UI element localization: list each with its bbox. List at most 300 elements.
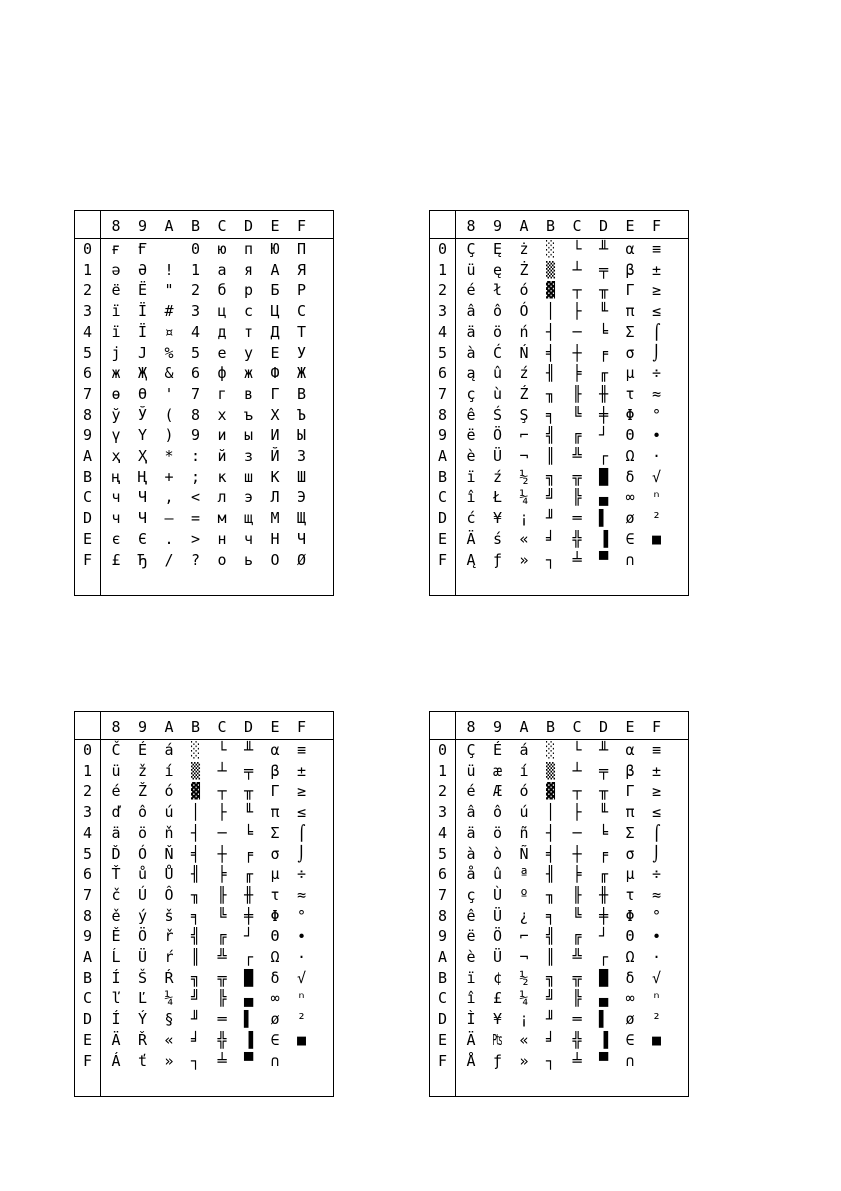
char-cell: ╣ [190, 927, 201, 946]
char-cell: Н [270, 529, 280, 548]
char-cell: ╚ [572, 405, 582, 424]
char-cell: ╔ [572, 426, 582, 445]
char-cell: ç [466, 384, 476, 403]
char-cell: 0 [190, 240, 201, 258]
char-cell: ü [111, 761, 121, 780]
char-cell: Ў [137, 405, 148, 424]
char-cell: ╠ [572, 488, 582, 507]
row-header: A [437, 948, 448, 966]
char-cell: * [164, 447, 174, 465]
char-cell: ľ [111, 989, 121, 1008]
char-cell: ï [466, 968, 476, 987]
char-cell: ц [217, 302, 227, 321]
char-cell: » [519, 550, 529, 569]
char-cell: 6 [190, 364, 201, 383]
char-cell: ⌠ [651, 823, 662, 842]
char-cell: Ü [492, 948, 503, 966]
char-cell: ∩ [625, 1051, 635, 1070]
row-header: 7 [437, 885, 448, 904]
char-cell: ▄ [598, 488, 609, 507]
char-cell: ╟ [572, 384, 582, 403]
char-cell: ó [519, 782, 529, 801]
char-cell: Й [270, 447, 280, 465]
char-cell: ) [164, 426, 174, 445]
char-cell: , [164, 488, 174, 507]
char-cell: ⁿ [651, 488, 662, 507]
char-cell: ą [466, 364, 476, 383]
char-cell: я [243, 260, 254, 279]
char-cell: ь [243, 550, 254, 569]
char-cell: с [243, 302, 254, 321]
char-cell: ° [296, 906, 307, 925]
char-cell: ї [111, 302, 121, 321]
char-cell: ź [492, 467, 503, 486]
char-cell: « [519, 529, 529, 548]
char-cell: А [270, 260, 280, 279]
char-cell: β [625, 761, 635, 780]
char-cell: О [270, 550, 280, 569]
char-cell: ŕ [164, 948, 174, 966]
char-cell: Ω [625, 447, 635, 465]
char-cell: α [625, 741, 635, 759]
char-cell: ё [111, 281, 121, 300]
char-cell: é [466, 281, 476, 300]
char-cell: Ä [466, 529, 476, 548]
column-header: E [625, 718, 635, 736]
table-divider [100, 211, 101, 595]
char-cell: ┤ [545, 823, 556, 842]
char-cell: ▐ [598, 529, 609, 548]
char-cell: ж [243, 364, 254, 383]
row-header: E [437, 529, 448, 548]
char-cell: ≥ [651, 281, 662, 300]
char-cell: ╧ [217, 1051, 227, 1070]
char-cell: 5 [190, 343, 201, 362]
char-cell: ▀ [598, 1051, 609, 1070]
char-cell: ∞ [625, 488, 635, 507]
char-cell: É [492, 741, 503, 759]
char-cell: ø [625, 509, 635, 528]
char-cell: Ň [164, 844, 174, 863]
table-divider [455, 211, 456, 595]
char-cell: ▐ [598, 1030, 609, 1049]
char-cell: á [164, 741, 174, 759]
char-cell: Ů [164, 865, 174, 884]
char-cell: » [519, 1051, 529, 1070]
char-cell: Г [270, 384, 280, 403]
character-table [74, 711, 334, 1097]
char-cell: ç [466, 885, 476, 904]
char-cell [644, 550, 670, 570]
column-header: B [545, 718, 556, 736]
column-header: 9 [492, 718, 503, 736]
char-cell: Ü [492, 447, 503, 465]
char-cell: ∞ [625, 989, 635, 1008]
char-cell: Ү [137, 426, 148, 445]
column-header: E [270, 718, 280, 736]
char-cell: / [164, 550, 174, 569]
char-cell: . [164, 529, 174, 548]
row-header: 3 [437, 302, 448, 321]
char-cell: ╔ [217, 927, 227, 946]
char-cell: ▒ [545, 260, 556, 279]
column-header: F [296, 718, 307, 736]
char-cell: ¬ [519, 948, 529, 966]
char-cell: ╤ [598, 260, 609, 279]
char-cell: Å [466, 1051, 476, 1070]
char-cell: ü [466, 761, 476, 780]
column-header: A [519, 718, 529, 736]
char-cell: и [217, 426, 227, 445]
char-cell: Ñ [519, 844, 529, 863]
char-cell: ║ [545, 447, 556, 465]
char-cell: Í [111, 968, 121, 987]
char-cell: ź [519, 364, 529, 383]
char-cell: Ą [466, 550, 476, 569]
char-cell: а [217, 260, 227, 279]
char-cell: ż [519, 240, 529, 258]
char-cell: ≡ [651, 240, 662, 258]
char-cell: ▒ [545, 761, 556, 780]
char-cell: " [164, 281, 174, 300]
table-divider [100, 712, 101, 1096]
char-cell: % [164, 343, 174, 362]
char-cell: Ø [296, 550, 307, 569]
char-cell: Ы [296, 426, 307, 445]
char-cell: ╤ [598, 761, 609, 780]
char-cell: · [296, 948, 307, 966]
column-header: 8 [466, 217, 476, 235]
char-cell: ! [164, 260, 174, 279]
char-cell: ï [466, 467, 476, 486]
char-cell: ╡ [545, 343, 556, 362]
char-cell: ╢ [545, 364, 556, 383]
char-cell: ч [243, 529, 254, 548]
char-cell: ┼ [572, 343, 582, 362]
char-cell: ╟ [572, 885, 582, 904]
column-header: D [243, 217, 254, 235]
char-cell: ≤ [651, 803, 662, 822]
char-cell: Я [296, 260, 307, 279]
char-cell: τ [625, 384, 635, 403]
char-cell: ┌ [243, 948, 254, 966]
row-header: 3 [82, 803, 93, 822]
char-cell: ╩ [217, 948, 227, 966]
char-cell: ⌡ [651, 343, 662, 362]
row-header: 2 [437, 281, 448, 300]
row-header: 9 [82, 927, 93, 946]
char-cell: ď [111, 803, 121, 822]
char-cell: Ž [137, 782, 148, 801]
column-header: D [598, 718, 609, 736]
char-cell: ┬ [572, 782, 582, 801]
row-header: 2 [82, 281, 93, 300]
char-cell: « [164, 1030, 174, 1049]
char-cell: Ї [137, 322, 148, 341]
column-header: C [572, 217, 582, 235]
char-cell: К [270, 467, 280, 486]
column-header: A [164, 718, 174, 736]
char-cell: Γ [270, 782, 280, 801]
char-cell: Ö [492, 927, 503, 946]
char-cell: ≡ [651, 741, 662, 759]
row-header: 3 [437, 803, 448, 822]
row-header: D [437, 1010, 448, 1029]
char-cell: ╧ [572, 1051, 582, 1070]
column-header: B [190, 217, 201, 235]
char-cell: ░ [190, 741, 201, 759]
char-cell: █ [598, 467, 609, 486]
char-cell: м [217, 509, 227, 528]
char-cell: > [190, 529, 201, 548]
char-cell: ╚ [572, 906, 582, 925]
char-cell: ┤ [190, 823, 201, 842]
char-cell: в [243, 384, 254, 403]
row-header: A [82, 447, 93, 465]
char-cell: β [270, 761, 280, 780]
char-cell: ╞ [217, 865, 227, 884]
char-cell: ∈ [625, 1030, 635, 1049]
char-cell: п [243, 240, 254, 258]
char-cell: ╣ [545, 927, 556, 946]
char-cell: ╡ [190, 844, 201, 863]
char-cell: └ [572, 240, 582, 258]
char-cell [289, 1051, 315, 1071]
column-header: F [651, 718, 662, 736]
char-cell: Σ [625, 823, 635, 842]
char-cell: Ж [296, 364, 307, 383]
char-cell: ╕ [545, 405, 556, 424]
char-cell: 3 [190, 302, 201, 321]
char-cell: ╥ [598, 281, 609, 300]
char-cell: х [217, 405, 227, 424]
char-cell: ⌠ [296, 823, 307, 842]
char-cell: ö [492, 322, 503, 341]
char-cell: ⌐ [519, 426, 529, 445]
char-cell: ╖ [545, 384, 556, 403]
char-cell: ó [164, 782, 174, 801]
row-header: A [82, 948, 93, 966]
char-cell: ö [492, 823, 503, 842]
char-cell: ª [519, 865, 529, 884]
char-cell: ▒ [190, 761, 201, 780]
char-cell: ∙ [651, 426, 662, 445]
char-cell: ÷ [296, 865, 307, 884]
char-cell: ▄ [243, 989, 254, 1008]
row-header: D [82, 509, 93, 528]
char-cell: ╜ [190, 1010, 201, 1029]
char-cell: Є [137, 529, 148, 548]
char-cell: ┘ [243, 927, 254, 946]
char-cell: Ç [466, 741, 476, 759]
char-cell: ┌ [598, 447, 609, 465]
char-cell: ы [243, 426, 254, 445]
char-cell: α [625, 240, 635, 258]
char-cell: Ө [137, 384, 148, 403]
char-cell: Ҳ [137, 447, 148, 465]
char-cell: ■ [296, 1030, 307, 1049]
char-cell: ▓ [545, 782, 556, 801]
char-cell: τ [270, 885, 280, 904]
char-cell: ¡ [519, 1010, 529, 1029]
char-cell: Ч [137, 509, 148, 528]
row-header: 9 [82, 426, 93, 445]
row-header: 1 [82, 761, 93, 780]
char-cell: ─ [572, 322, 582, 341]
char-cell: Ó [519, 302, 529, 321]
column-header: 8 [466, 718, 476, 736]
char-cell: Э [296, 488, 307, 507]
row-header: 0 [82, 741, 93, 759]
char-cell: ├ [572, 302, 582, 321]
char-cell: Ц [270, 302, 280, 321]
column-header: C [217, 718, 227, 736]
char-cell: π [625, 302, 635, 321]
char-cell: 8 [190, 405, 201, 424]
char-cell: │ [545, 803, 556, 822]
char-cell: ≡ [296, 741, 307, 759]
char-cell: č [111, 885, 121, 904]
row-header: A [437, 447, 448, 465]
row-header: 6 [82, 364, 93, 383]
char-cell: δ [270, 968, 280, 987]
char-cell: ╪ [598, 906, 609, 925]
row-header: 5 [437, 343, 448, 362]
row-header: B [82, 968, 93, 987]
row-header: C [82, 488, 93, 507]
column-header: D [598, 217, 609, 235]
char-cell: û [492, 865, 503, 884]
char-cell: ś [492, 529, 503, 548]
char-cell: Ъ [296, 405, 307, 424]
row-header: 5 [82, 844, 93, 863]
row-header: 5 [82, 343, 93, 362]
char-cell: ╨ [598, 240, 609, 258]
char-cell: ⁿ [296, 989, 307, 1008]
char-cell: ғ [111, 240, 121, 258]
char-cell: н [217, 529, 227, 548]
char-cell: ≈ [651, 885, 662, 904]
char-cell: ▌ [598, 1010, 609, 1029]
row-header: 6 [82, 865, 93, 884]
column-header: A [164, 217, 174, 235]
char-cell: 2 [190, 281, 201, 300]
char-cell: ∙ [651, 927, 662, 946]
char-cell: Ғ [137, 240, 148, 258]
char-cell: ô [137, 803, 148, 822]
row-header: 2 [437, 782, 448, 801]
row-header: 8 [437, 906, 448, 925]
char-cell: 7 [190, 384, 201, 403]
row-header: B [437, 467, 448, 486]
char-cell: Ĺ [111, 948, 121, 966]
char-cell: δ [625, 968, 635, 987]
char-cell: · [651, 948, 662, 966]
column-header: 8 [111, 217, 121, 235]
char-cell: ┐ [545, 550, 556, 569]
char-cell: Í [111, 1010, 121, 1029]
char-cell: 9 [190, 426, 201, 445]
char-cell: Ö [137, 927, 148, 946]
char-cell: Š [137, 968, 148, 987]
char-cell: ° [651, 906, 662, 925]
char-cell [644, 1051, 670, 1071]
char-cell: ô [492, 803, 503, 822]
char-cell: Æ [492, 782, 503, 801]
column-header: C [572, 718, 582, 736]
char-cell: ▌ [243, 1010, 254, 1029]
char-cell: å [466, 865, 476, 884]
char-cell: о [217, 550, 227, 569]
char-cell: ╒ [598, 844, 609, 863]
char-cell: Ä [466, 1030, 476, 1049]
char-cell: √ [296, 968, 307, 987]
char-cell: š [164, 906, 174, 925]
char-cell: ∩ [625, 550, 635, 569]
char-cell: ╧ [572, 550, 582, 569]
char-cell: ÷ [651, 865, 662, 884]
char-cell: ╫ [598, 384, 609, 403]
char-cell: ═ [572, 1010, 582, 1029]
row-header: F [82, 1051, 93, 1070]
char-cell: ј [111, 343, 121, 362]
row-header: 0 [437, 741, 448, 759]
char-cell: ƒ [492, 550, 503, 569]
char-cell: ╔ [572, 927, 582, 946]
char-cell: √ [651, 467, 662, 486]
char-cell: § [164, 1010, 174, 1029]
char-cell: Ч [137, 488, 148, 507]
char-cell: ú [164, 803, 174, 822]
char-cell: ½ [519, 968, 529, 987]
row-header: C [437, 488, 448, 507]
char-cell: Д [270, 322, 280, 341]
row-header: F [82, 550, 93, 569]
char-cell: ½ [519, 467, 529, 486]
char-cell: ╠ [217, 989, 227, 1008]
char-cell: Р [296, 281, 307, 300]
char-cell: ө [111, 384, 121, 403]
char-cell: Γ [625, 782, 635, 801]
char-cell: ¢ [492, 968, 503, 987]
char-cell: û [492, 364, 503, 383]
row-header: E [82, 1030, 93, 1049]
char-cell: é [466, 782, 476, 801]
char-cell: ╓ [243, 865, 254, 884]
row-header: 6 [437, 865, 448, 884]
char-cell: 4 [190, 322, 201, 341]
column-header: A [519, 217, 529, 235]
char-cell: ╗ [545, 467, 556, 486]
char-cell: ╬ [572, 1030, 582, 1049]
char-cell: ╞ [572, 364, 582, 383]
row-header: 9 [437, 426, 448, 445]
char-cell: î [466, 488, 476, 507]
char-cell: ě [111, 906, 121, 925]
char-cell: є [111, 529, 121, 548]
char-cell: ů [137, 865, 148, 884]
char-cell: ╓ [598, 865, 609, 884]
row-header: 1 [437, 260, 448, 279]
char-cell: é [111, 782, 121, 801]
char-cell: Ö [492, 426, 503, 445]
row-header: 4 [437, 823, 448, 842]
char-cell: µ [270, 865, 280, 884]
row-header: C [82, 989, 93, 1008]
char-cell: ▀ [243, 1051, 254, 1070]
column-header: 9 [137, 217, 148, 235]
char-cell: ┐ [190, 1051, 201, 1070]
